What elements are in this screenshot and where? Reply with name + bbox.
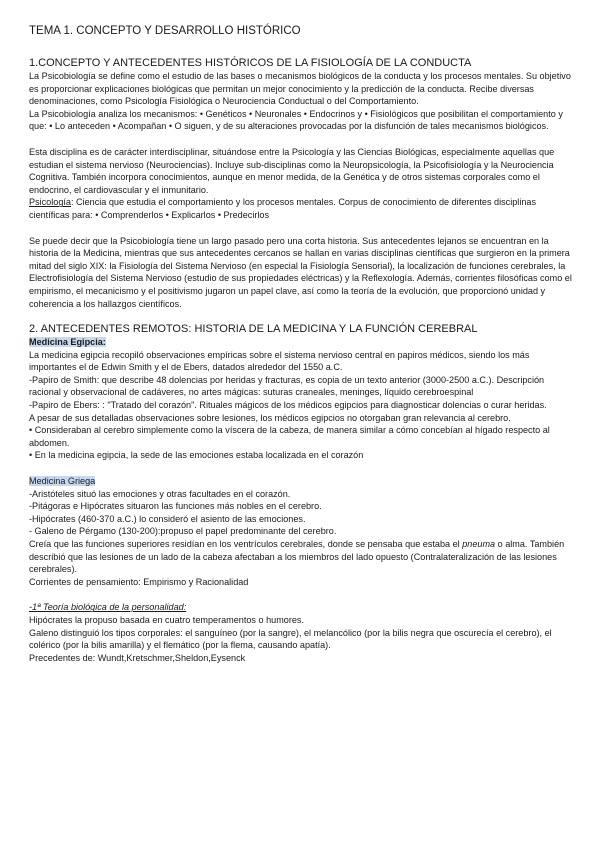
paragraph-interdisciplinary: Esta disciplina es de carácter interdisciplinar, situándose entre la Psicología y las Ciencias Biológicas, especialmente aquellas que estudian el sistema nervioso (Neurociencias). Incluye sub-disciplinas como la Neuropsicología, la Psicofisiología y la Neurociencia Cognitiva. También incorpora conocimientos, aunque en menor medida, de la Genética y de otros sistemas corporales como el endocrino, el cardiovascular y el inmunitario.: [29, 146, 555, 195]
greece-line-5-c: o alma. También describió que las lesiones de un lado de la cabeza afectaban a los miembros del lado opuesto (Contralateralización de las lesiones cerebrales).: [29, 539, 565, 575]
paragraph-psychology-definition: [29, 196, 575, 221]
greece-line-6: Corrientes de pensamiento: Empirismo y Racionalidad: [29, 576, 249, 587]
theory-line-2: Galeno distinguió los tipos corporales: el sanguíneo (por la sangre), el melancólico (por la bilis negra que oscurecía el cerebro), el colérico (por la bilis amarilla) y el flemático (por la flema, causando apatía).: [29, 627, 552, 651]
greece-line-1: -Aristóteles situó las emociones y otras facultades en el corazón.: [29, 488, 291, 499]
document-title: TEMA 1. CONCEPTO Y DESARROLLO HISTÓRICO: [29, 25, 301, 37]
greece-label: Medicina Griega: [29, 476, 96, 487]
paragraph-history: Se puede decir que la Psicobiología tiene un largo pasado pero una corta historia. Sus antecedentes lejanos se encuentran en la historia de la Medicina, mientras que sus antecedentes cercanos se hallan en varias disciplinas científicas que surgieron en la primera mitad del siglo XIX: la Fisiología del Sistema Nervioso (en especial la Fisiología Sensorial), la localización de funciones cerebrales, la Electrofisiología del Sistema Nervioso (estudio de sus propiedades eléctricas) y la Reflexología. Además, corrientes filosóficas como el empirismo, el mecanicismo y el positivismo jugaron un papel clave, así como la teoría de la evolución, que proporcionó unidad y coherencia a los hallazgos científicos.: [29, 235, 572, 309]
theory-line-1: Hipócrates la propuso basada en cuatro temperamentos o humores.: [29, 614, 304, 625]
document-page: [29, 25, 575, 664]
paragraph-mechanisms: La Psicobiología analiza los mecanismos: • Genéticos • Neuronales • Endocrinos y • Fisiológicos que posibilitan el comportamiento y que: • Lo anteceden • Acompañan • O siguen, y de su alteraciones provocadas por la disfunción de tales mecanismos biológicos.: [29, 108, 563, 132]
egypt-line-2: -Papiro de Smith: que describe 48 dolencias por heridas y fracturas, es copia de un texto anterior (3000-2500 a.C.). Descripción racional y observacional de cadáveres, no artes mágicas: suturas craneales, meninges, líquido cerebroespinal: [29, 374, 545, 398]
egypt-line-1: La medicina egipcia recopiló observaciones empíricas sobre el sistema nervioso central en papiros médicos, siendo los más importantes el de Edwin Smith y el de Ebers, datados alrededor del 1550 a.C.: [29, 349, 530, 373]
theory-line-3: Precedentes de: Wundt,Kretschmer,Sheldon,Eysenck: [29, 652, 246, 663]
egypt-line-4: A pesar de sus detalladas observaciones sobre lesiones, los médicos egipcios no otorgaban gran relevancia al cerebro.: [29, 412, 511, 423]
egypt-line-3: -Papiro de Ebers: : "Tratado del corazón". Rituales mágicos de los médicos egipcios para diagnosticar dolencias o curar heridas.: [29, 400, 547, 411]
paragraph-definition: La Psicobiología se define como el estudio de las bases o mecanismos biológicos de la conducta y los procesos mentales. Su objetivo es proporcionar explicaciones biológicas que permitan un mejor conocimiento y la predicción de la conducta. Recibe diversas denominaciones, como Psicología Fisiológica o Neurociencia Conductual o del Comportamiento.: [29, 71, 571, 107]
section-2-heading: 2. ANTECEDENTES REMOTOS: HISTORIA DE LA MEDICINA Y LA FUNCIÓN CEREBRAL: [29, 323, 478, 336]
greece-line-4: - Galeno de Pérgamo (130-200):propuso el papel predominante del cerebro.: [29, 526, 337, 537]
greece-line-5-a: Creía que las funciones superiores residían en los ventrículos cerebrales, donde se pensaba que estaba el: [29, 539, 463, 549]
theory-label: -1ª Teoría biológica de la personalidad:: [29, 602, 187, 613]
egypt-line-6: • En la medicina egipcia, la sede de las emociones estaba localizada en el corazón: [29, 450, 364, 461]
egypt-line-5: • Consideraban al cerebro simplemente como la víscera de la cabeza, de manera similar a cómo concebían al hígado respecto al abdomen.: [29, 425, 550, 448]
greece-label-line: [29, 475, 575, 488]
egypt-label-line: [29, 336, 575, 349]
psychology-definition-text: : Ciencia que estudia el comportamiento y los procesos mentales. Corpus de conocimiento de diferentes disciplinas científicas para: • Comprenderlos • Explicarlos • Predecirlos: [29, 197, 537, 220]
egypt-label: Medicina Egipcia:: [29, 337, 106, 348]
greece-line-3: -Hipócrates (460-370 a.C.) lo consideró el asiento de las emociones.: [29, 513, 306, 524]
greece-line-5: [29, 538, 575, 576]
pneuma-term: pneuma: [462, 539, 496, 549]
greece-line-2: -Pitágoras e Hipócrates situaron las funciones más nobles en el cerebro.: [29, 501, 322, 512]
theory-label-line: [29, 601, 575, 614]
psychology-term: Psicología: [29, 197, 71, 208]
section-1-heading: 1.CONCEPTO Y ANTECEDENTES HISTÓRICOS DE LA FISIOLOGÍA DE LA CONDUCTA: [29, 57, 472, 69]
